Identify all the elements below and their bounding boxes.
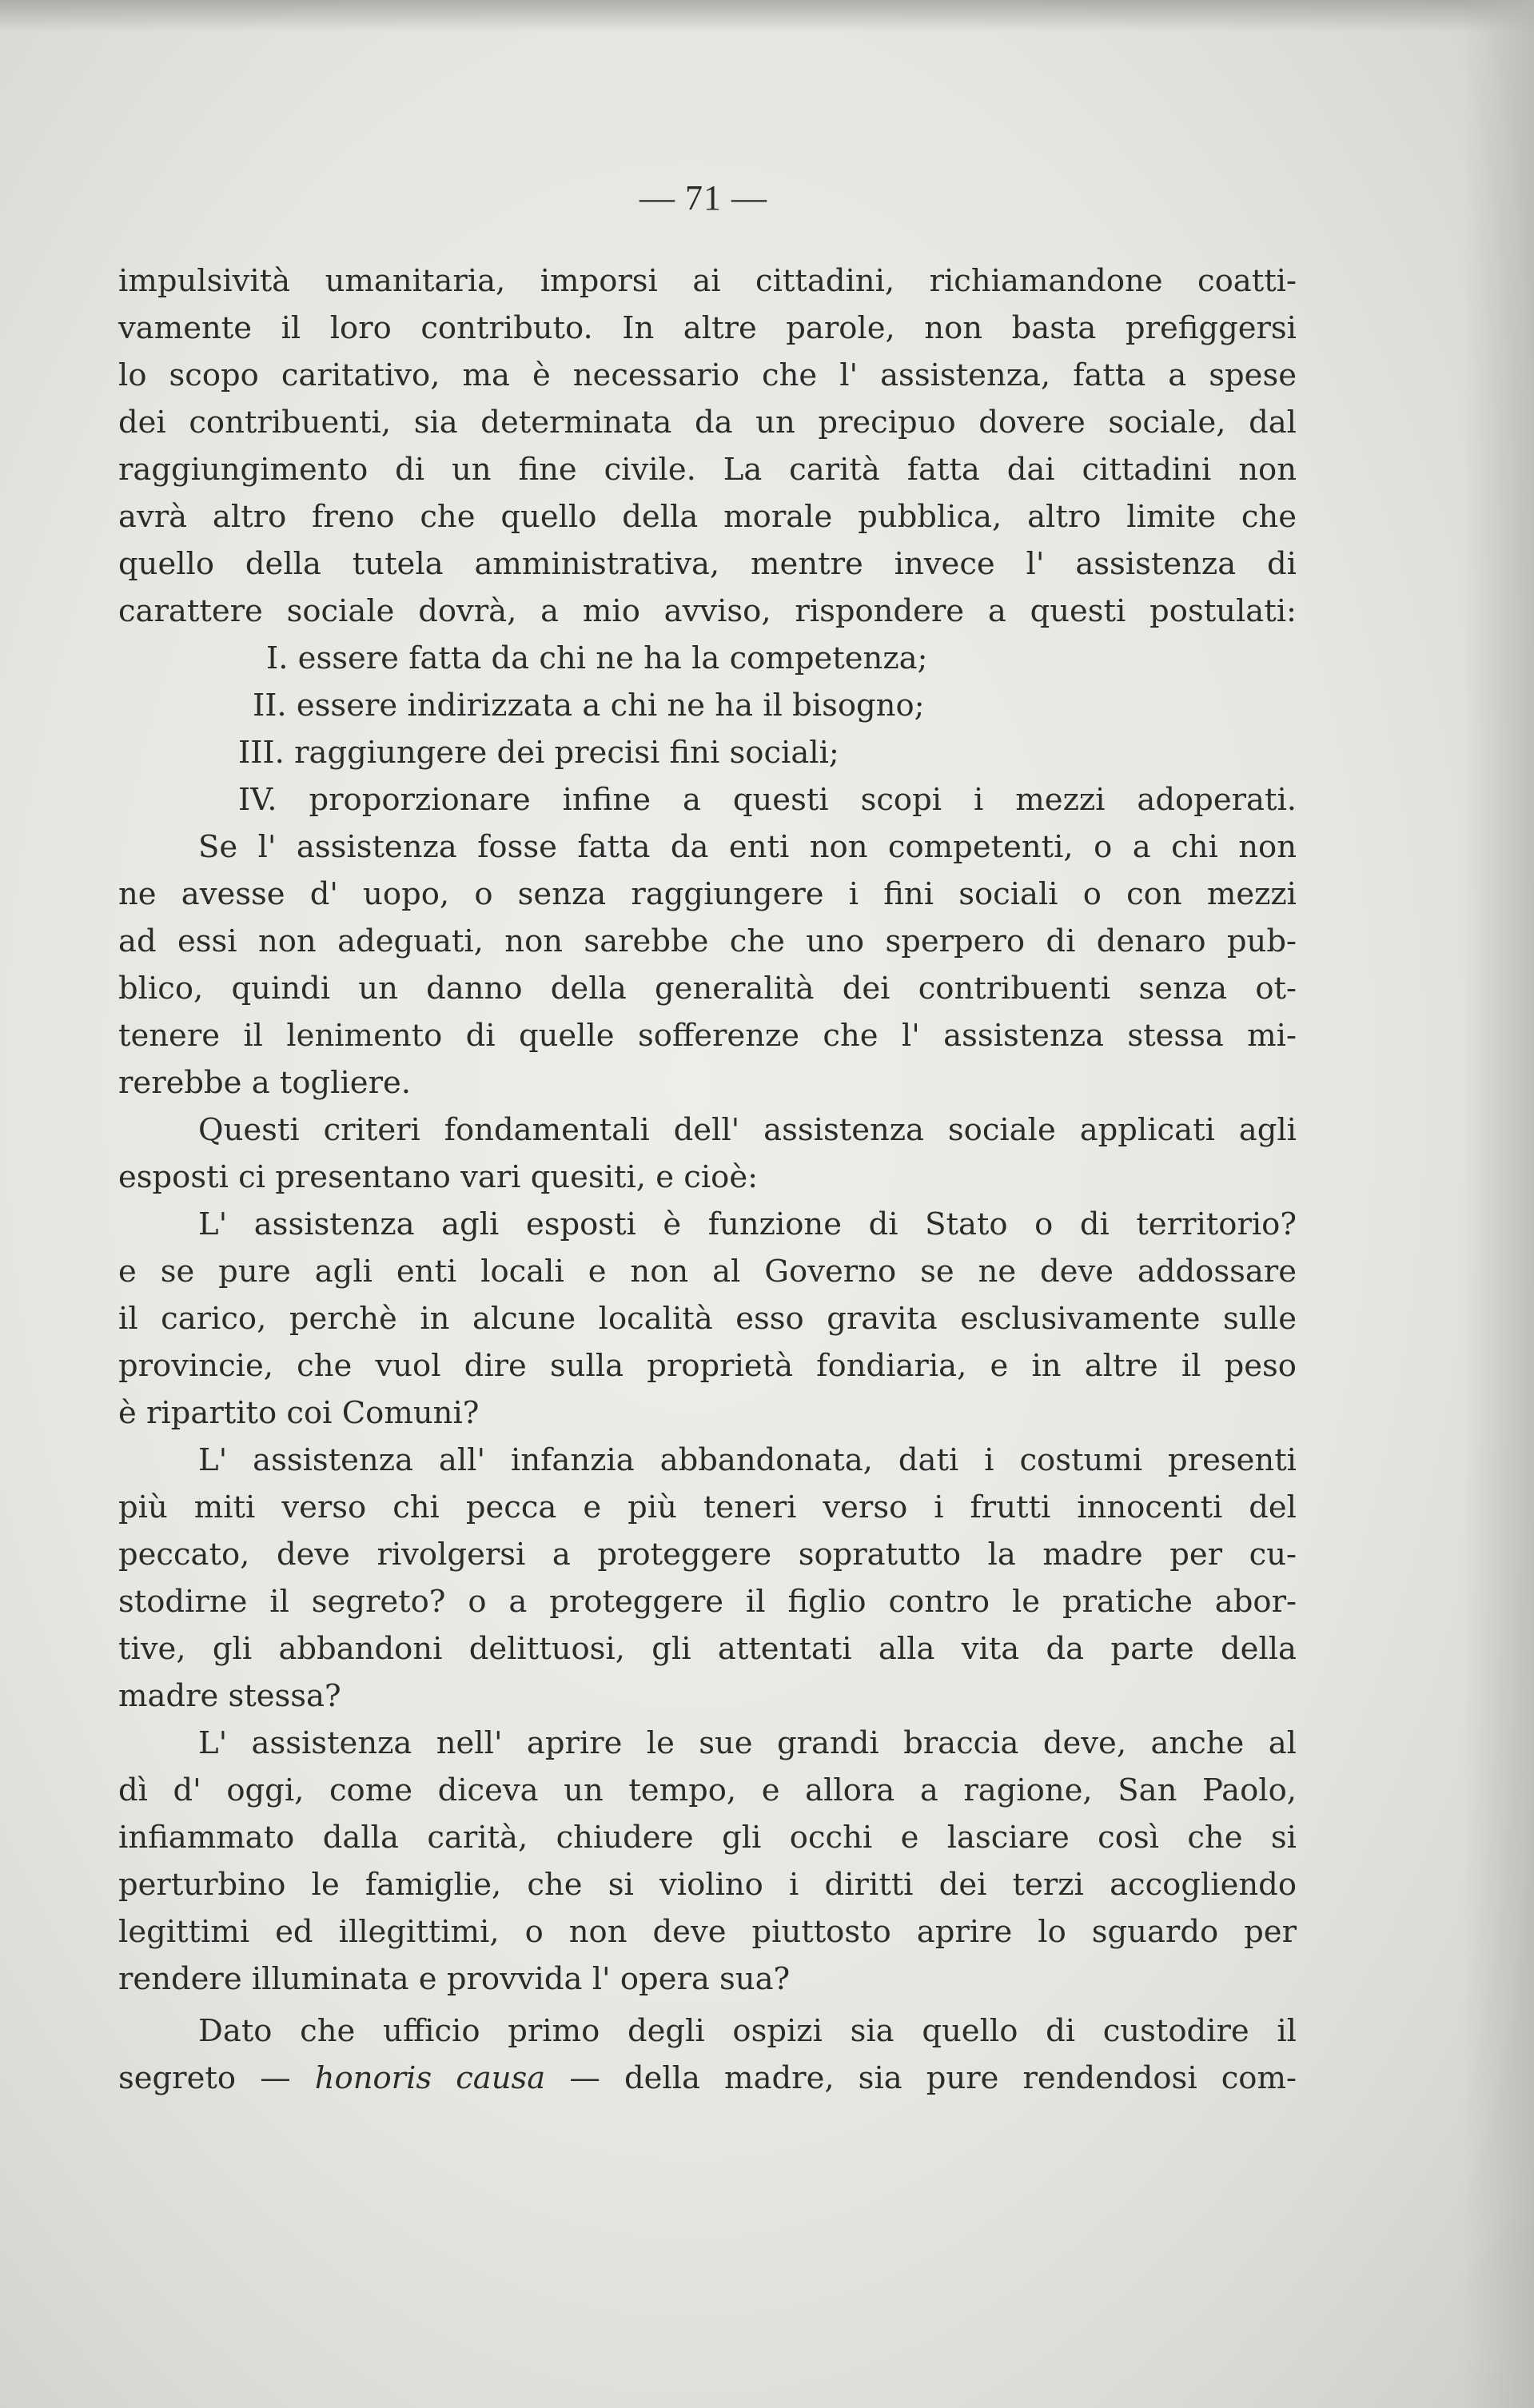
text-line: vamente il loro contributo. In altre parole, non basta prefiggersi — [118, 310, 1297, 346]
text-line: quello della tutela amministrativa, mentre invece l' assistenza di — [118, 546, 1297, 582]
text-line: stodirne il segreto? o a proteggere il figlio contro le pratiche abor- — [118, 1584, 1297, 1620]
text-line: provincie, che vuol dire sulla proprietà fondiaria, e in altre il peso — [118, 1348, 1297, 1384]
list-item: II. essere indirizzata a chi ne ha il bisogno; — [253, 688, 925, 724]
text-line: più miti verso chi pecca e più teneri verso i frutti innocenti del — [118, 1489, 1297, 1525]
text-line: ad essi non adeguati, non sarebbe che uno sperpero di denaro pub- — [118, 923, 1297, 959]
text-line: dei contribuenti, sia determinata da un precipuo dovere sociale, dal — [118, 405, 1297, 441]
text-line: il carico, perchè in alcune località esso gravita esclusivamente sulle — [118, 1301, 1297, 1337]
text-line: blico, quindi un danno della generalità dei contribuenti senza ot- — [118, 971, 1297, 1007]
text-line: Se l' assistenza fosse fatta da enti non competenti, o a chi non — [198, 829, 1297, 865]
text-line: avrà altro freno che quello della morale pubblica, altro limite che — [118, 499, 1297, 535]
text-line: esposti ci presentano vari quesiti, e cioè: — [118, 1159, 759, 1195]
text-line: rendere illuminata e provvida l' opera sua? — [118, 1961, 791, 1997]
text-line-with-italic — [118, 2055, 1297, 2102]
text-line: peccato, deve rivolgersi a proteggere sopratutto la madre per cu- — [118, 1537, 1297, 1573]
text-line: dì d' oggi, come diceva un tempo, e allora a ragione, San Paolo, — [118, 1772, 1297, 1808]
text-line: tenere il lenimento di quelle sofferenze che l' assistenza stessa mi- — [118, 1018, 1297, 1054]
text-line: carattere sociale dovrà, a mio avviso, rispondere a questi postulati: — [118, 593, 1297, 629]
text-line: ne avesse d' uopo, o senza raggiungere i fini sociali o con mezzi — [118, 876, 1297, 912]
text-line: madre stessa? — [118, 1678, 341, 1714]
scan-shadow-top — [0, 0, 1534, 32]
text-line: è ripartito coi Comuni? — [118, 1395, 480, 1431]
text-line: infiammato dalla carità, chiudere gli occhi e lasciare così che si — [118, 1820, 1297, 1856]
text-line: L' assistenza all' infanzia abbandonata, dati i costumi presenti — [198, 1442, 1297, 1478]
list-item: I. essere fatta da chi ne ha la competenza; — [266, 640, 928, 676]
body-text — [118, 257, 1297, 2102]
text-line: Dato che ufficio primo degli ospizi sia quello di custodire il — [198, 2013, 1297, 2049]
text-line: tive, gli abbandoni delittuosi, gli attentati alla vita da parte della — [118, 1631, 1297, 1667]
text-line: legittimi ed illegittimi, o non deve piuttosto aprire lo sguardo per — [118, 1914, 1297, 1950]
italic-phrase: honoris causa — [314, 2060, 546, 2096]
page-number: — 71 — — [639, 178, 767, 217]
list-item: IV. proporzionare infine a questi scopi i mezzi adoperati. — [238, 782, 1297, 818]
text-line: L' assistenza nell' aprire le sue grandi braccia deve, anche al — [198, 1725, 1297, 1761]
scan-shadow-right — [1462, 0, 1534, 2408]
text-line: rerebbe a togliere. — [118, 1065, 412, 1101]
text-line: raggiungimento di un fine civile. La carità fatta dai cittadini non — [118, 452, 1297, 488]
text-line: perturbino le famiglie, che si violino i diritti dei terzi accogliendo — [118, 1867, 1297, 1903]
text-line: L' assistenza agli esposti è funzione di Stato o di territorio? — [198, 1206, 1297, 1242]
text-line: lo scopo caritativo, ma è necessario che l' assistenza, fatta a spese — [118, 357, 1297, 393]
text-segment: — della madre, sia pure rendendosi com- — [545, 2060, 1297, 2096]
text-line: e se pure agli enti locali e non al Governo se ne deve addossare — [118, 1254, 1297, 1290]
text-line: impulsività umanitaria, imporsi ai cittadini, richiamandone coatti- — [118, 263, 1297, 299]
text-segment: segreto — — [118, 2060, 315, 2096]
text-line: Questi criteri fondamentali dell' assistenza sociale applicati agli — [198, 1112, 1297, 1148]
list-item: III. raggiungere dei precisi fini sociali; — [238, 735, 839, 771]
